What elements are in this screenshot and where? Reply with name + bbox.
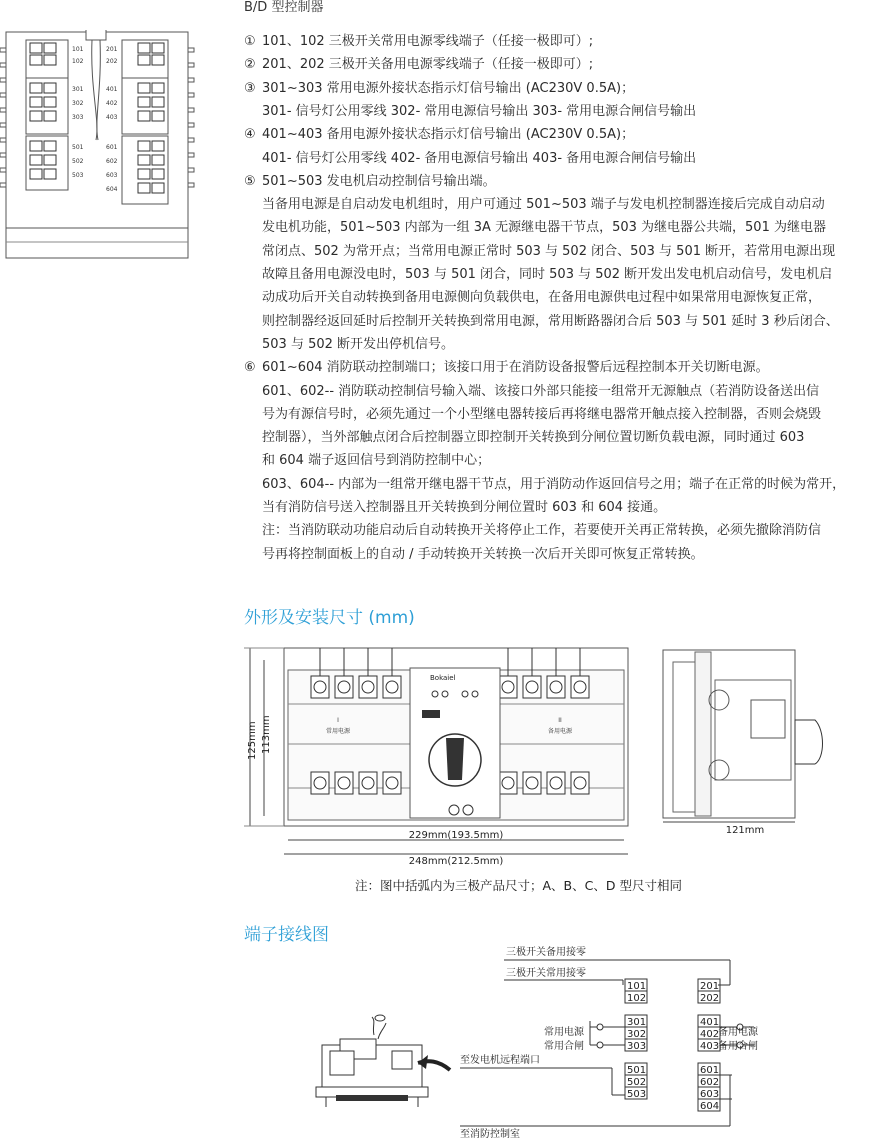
- wiring-terminal-label: 603: [700, 1089, 720, 1100]
- ctrl-terminal-screw: [138, 169, 150, 179]
- label-common-close: 常用合闸: [544, 1041, 584, 1052]
- wiring-terminal-label: 101: [627, 981, 647, 992]
- wiring-diagram: [300, 935, 760, 1141]
- wiring-terminal-label: 102: [627, 993, 647, 1004]
- wiring-terminal-label: 601: [700, 1065, 720, 1076]
- item-line: 301- 信号灯公用零线 302- 常用电源信号输出 303- 常用电源合闸信号输出: [262, 103, 697, 119]
- section-title-wiring: 端子接线图: [244, 925, 329, 945]
- ctrl-terminal-label: 303: [72, 114, 84, 121]
- item-line: 601~604 消防联动控制端口；该接口用于在消防设备报警后远程控制本开关切断电源。: [262, 360, 769, 376]
- ctrl-terminal-label: 102: [72, 58, 84, 65]
- ctrl-terminal-label: 302: [72, 100, 84, 107]
- wiring-terminal-label: 503: [627, 1089, 647, 1100]
- ctrl-terminal-screw: [138, 83, 150, 93]
- item-line: 401- 信号灯公用零线 402- 备用电源信号输出 403- 备用电源合闸信号输出: [262, 150, 697, 166]
- paragraph-line: 常闭点、502 为常开点；当常用电源正常时 503 与 502 闭合、503 与 501 断开，若常用电源出现: [262, 243, 836, 259]
- front-view-drawing: [240, 640, 640, 870]
- label-common-power: 常用电源: [544, 1027, 584, 1038]
- wiring-terminal-label: 202: [700, 993, 720, 1004]
- label-common-neutral: 三极开关常用接零: [506, 968, 586, 979]
- paragraph-line: 注：当消防联动功能启动后自动转换开关将停止工作，若要使开关再正常转换，必须先撤除消防信: [262, 523, 822, 539]
- ctrl-terminal-screw: [138, 55, 150, 65]
- ctrl-terminal-screw: [30, 111, 42, 121]
- ctrl-terminal-label: 101: [72, 46, 84, 53]
- dim-width-229: 229mm(193.5mm): [408, 830, 504, 841]
- common-power-plate: 常用电源: [325, 728, 351, 735]
- item-number: ①: [244, 34, 256, 49]
- paragraph-line: 503 与 502 断开发出停机信号。: [262, 336, 455, 352]
- ctrl-terminal-label: 201: [106, 46, 118, 53]
- paragraph-line: 控制器），当外部触点闭合后控制器立即控制开关转换到分闸位置切断负载电源，同时通过 603: [262, 430, 805, 446]
- ctrl-terminal-label: 301: [72, 86, 84, 93]
- ctrl-terminal-screw: [138, 183, 150, 193]
- item-number: ④: [244, 127, 256, 143]
- paragraph-line: 故障且备用电源没电时，503 与 501 闭合，同时 503 与 502 断开发出发电机启动信号，发电机启: [262, 267, 833, 282]
- ctrl-terminal-label: 601: [106, 144, 118, 151]
- ctrl-terminal-label: 401: [106, 86, 118, 93]
- ctrl-terminal-screw: [30, 97, 42, 107]
- paragraph-line: 发电机功能，501~503 内部为一组 3A 无源继电器干节点，503 为继电器公共端，501 为继电器: [262, 220, 826, 236]
- paragraph-line: 当有消防信号送入控制器且开关转换到分闸位置时 603 和 604 接通。: [262, 500, 667, 515]
- ctrl-terminal-screw: [30, 169, 42, 179]
- ctrl-terminal-screw: [30, 155, 42, 165]
- side-view-drawing: [655, 640, 835, 840]
- item-line: 201、202 三极开关备用电源零线端子（任接一极即可）;: [262, 57, 594, 73]
- ctrl-terminal-label: 602: [106, 158, 118, 165]
- wiring-terminal-label: 403: [700, 1041, 720, 1052]
- item-line: 301~303 常用电源外接状态指示灯信号输出 (AC230V 0.5A)；: [262, 80, 635, 96]
- wiring-terminal-label: 302: [627, 1029, 647, 1040]
- wiring-terminal-label: 602: [700, 1077, 720, 1088]
- label-standby-close: 备用合闸: [718, 1041, 758, 1052]
- label-standby-power: 备用电源: [718, 1027, 758, 1038]
- wiring-terminal-label: 401: [700, 1017, 720, 1028]
- paragraph-line: 则控制器经返回延时后控制开关转换到常用电源，常用断路器闭合后 503 与 501 延时 3 秒后闭合、: [262, 313, 839, 329]
- page-header: B/D 型控制器: [244, 0, 324, 15]
- wiring-terminal-label: 303: [627, 1041, 647, 1052]
- ctrl-terminal-screw: [30, 43, 42, 53]
- ctrl-terminal-screw: [30, 55, 42, 65]
- wiring-terminal-label: 301: [627, 1017, 647, 1028]
- wiring-terminal-label: 201: [700, 981, 720, 992]
- ctrl-terminal-label: 402: [106, 100, 118, 107]
- ctrl-terminal-label: 604: [106, 186, 118, 193]
- wiring-terminal-label: 501: [627, 1065, 647, 1076]
- ctrl-terminal-label: 501: [72, 144, 84, 151]
- item-number: ②: [244, 57, 256, 73]
- paragraph-line: 当备用电源是自启动发电机组时，用户可通过 501~503 端子与发电机控制器连接后完成自动启动: [262, 197, 825, 213]
- ctrl-terminal-screw: [138, 97, 150, 107]
- ctrl-terminal-label: 202: [106, 58, 118, 65]
- item-line: 101、102 三极开关常用电源零线端子（任接一极即可）;: [262, 34, 594, 49]
- dim-height-113: 113mm: [261, 715, 272, 754]
- ctrl-terminal-label: 603: [106, 172, 118, 179]
- ctrl-terminal-screw: [138, 43, 150, 53]
- ctrl-terminal-label: 403: [106, 114, 118, 121]
- standby-power-plate: 备用电源: [547, 728, 573, 735]
- label-fire-control: 至消防控制室: [460, 1129, 520, 1140]
- ctrl-terminal-screw: [30, 83, 42, 93]
- item-line: 401~403 备用电源外接状态指示灯信号输出 (AC230V 0.5A)；: [262, 127, 635, 143]
- ctrl-terminal-screw: [30, 141, 42, 151]
- ctrl-terminal-label: 503: [72, 172, 84, 179]
- item-number: ⑤: [244, 173, 256, 189]
- dim-depth-121: 121mm: [725, 825, 765, 836]
- dim-height-125: 125mm: [247, 721, 258, 760]
- wiring-terminal-label: 402: [700, 1029, 720, 1040]
- dimension-note: 注：图中括弧内为三极产品尺寸；A、B、C、D 型尺寸相同: [355, 878, 682, 893]
- dim-width-248: 248mm(212.5mm): [408, 856, 504, 867]
- ctrl-terminal-screw: [138, 111, 150, 121]
- item-number: ③: [244, 80, 256, 96]
- paragraph-line: 和 604 端子返回信号到消防控制中心；: [262, 453, 491, 469]
- roman-one: I: [337, 717, 339, 724]
- generator-illustration: [316, 1015, 428, 1107]
- item-number: ⑥: [244, 360, 256, 376]
- ctrl-terminal-screw: [138, 155, 150, 165]
- ctrl-terminal-label: 502: [72, 158, 84, 165]
- label-standby-neutral: 三极开关备用接零: [506, 947, 586, 958]
- paragraph-line: 动成功后开关自动转换到备用电源侧向负载供电，在备用电源供电过程中如果常用电源恢复正常，: [262, 290, 822, 306]
- paragraph-line: 601、602-- 消防联动控制信号输入端、该接口外部只能接一组常开无源触点（若消防设备送出信: [262, 383, 820, 399]
- paragraph-line: 号为有源信号时，必须先通过一个小型继电器转接后再将继电器常开触点接入控制器，否则会烧毁: [262, 406, 822, 422]
- label-generator: 至发电机远程端口: [460, 1055, 540, 1066]
- ctrl-terminal-screw: [138, 141, 150, 151]
- section-title-dimensions: 外形及安装尺寸 (mm): [244, 608, 415, 628]
- paragraph-line: 603、604-- 内部为一组常开继电器干节点，用于消防动作返回信号之用；端子在正常的时候为常开，: [262, 476, 846, 492]
- wiring-left-terminals: [625, 979, 647, 1100]
- wiring-terminal-label: 604: [700, 1101, 720, 1112]
- wiring-terminal-label: 502: [627, 1077, 647, 1088]
- roman-two: II: [558, 717, 562, 724]
- paragraph-line: 号再将控制面板上的自动 / 手动转换开关转换一次后开关即可恢复正常转换。: [262, 546, 704, 562]
- item-line: 501~503 发电机启动控制信号输出端。: [262, 173, 496, 189]
- controller-illustration: [0, 30, 220, 262]
- brand-label: Bokaiel: [430, 674, 456, 682]
